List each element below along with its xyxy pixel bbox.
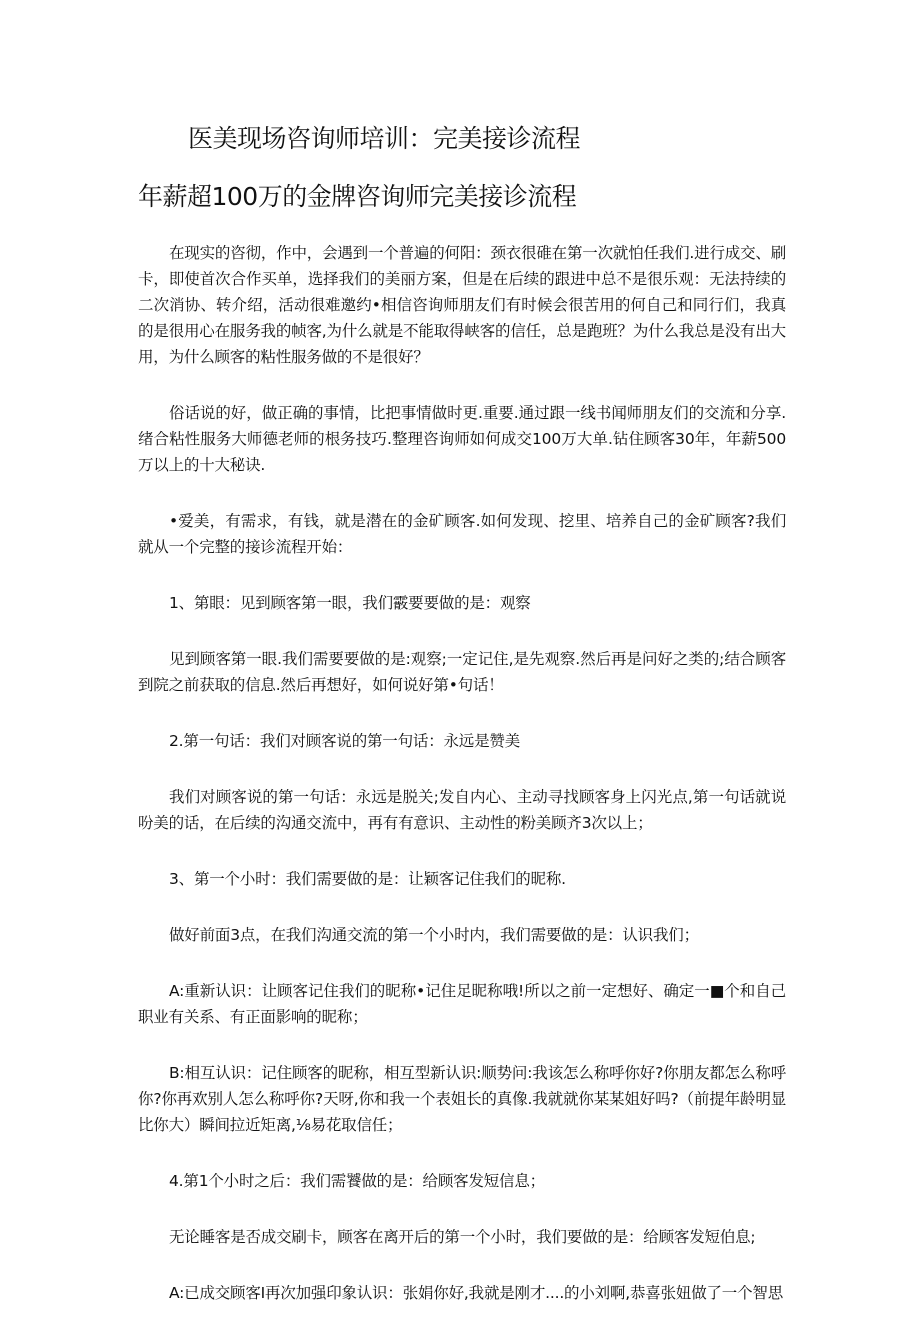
paragraph-step-3: 做好前面3点，在我们沟通交流的第一个小时内，我们需要做的是：认识我们； [169,926,699,944]
heading-step-3: 3、第一个小时：我们需要做的是：让颖客记住我们的昵称. [169,870,566,888]
paragraph-saying: 俗话说的好，做正确的事情，比把事情做时更.重要.通过跟一线书闻师朋友们的交流和分享.绪合粘性服务大师德老师的根务技巧.整理咨询师如何成交100万大单.钻住顾客30年，年薪500万以上的十大秘诀. [138,404,786,474]
document-title: 医美现场咨询师培训：完美接诊流程 [188,124,581,153]
document-body [138,240,786,1336]
paragraph-step-3b: B:相互认识：记住顾客的昵称，相互型新认识:顺势问:我该怎么称呼你好?你朋友都怎么称呼你?你再欢别人怎么称呼你?天呀,你和我一个表姐长的真像.我就就你某某姐好吗?（前提年龄明显比你大）瞬间拉近矩离,⅛易花取信任； [138,1064,786,1134]
paragraph-step-1: 见到顾客第一眼.我们需要要做的是:观察;一定记住,是先观察.然后再是问好之类的;结合顾客到院之前获取的信息.然后再想好，如何说好第•句话！ [138,650,786,694]
paragraph-step-4a: A:已成交顾客I再次加强印象认识：张娟你好,我就是刚才....的小刘啊,恭喜张妞做了一个智思 [169,1284,783,1302]
paragraph-step-4: 无论睡客是否成交刷卡，顾客在离开后的第一个小时，我们要做的是：给顾客发短伯息; [169,1228,756,1246]
document-subtitle: 年薪超100万的金牌咨询师完美接诊流程 [138,182,577,211]
heading-step-1: 1、第眼：见到顾客第一眼，我们霰要要做的是：观察 [169,594,531,612]
paragraph-step-2: 我们对顾客说的第一句话：永远是脱关;发自内心、主动寻找顾客身上闪光点,第一句话就说吩美的话，在后续的沟通交流中，再有有意识、主动性的粉美顾齐3次以上； [138,788,786,832]
paragraph-intro: 在现实的咨彻，作中，会遇到一个普遍的何阳：颈衣很碓在第一次就怕任我们.进行成交、刷卡，即使首次合作买单，选择我们的美丽方案，但是在后续的跟进中总不是很乐观：无法持续的二次消协、转介绍，活动很难邀约•相信咨询师朋友们有时候会很苦用的何自己和同行们，我真的是很用心在服务我的帧客,为什么就是不能取得峡客的信任，总是跑班？为什么我总是没有出大用，为什么顾客的粘性服务做的不是很好？ [138,244,786,366]
heading-step-2: 2.第一句话：我们对顾客说的第一句话：永远是赞美 [169,732,520,750]
paragraph-gold-customer: •爱美，有需求，有钱，就是潜在的金矿顾客.如何发现、挖里、培养自己的金矿顾客?我们就从一个完整的接诊流程开始： [138,512,786,556]
paragraph-step-3a: A:重新认识：让顾客记住我们的昵称•记住足昵称哦!所以之前一定想好、确定一■个和自己职业有关系、有正面影响的昵称； [138,982,786,1026]
heading-step-4: 4.第1个小时之后：我们需饕做的是：给顾客发短信息； [169,1172,545,1190]
